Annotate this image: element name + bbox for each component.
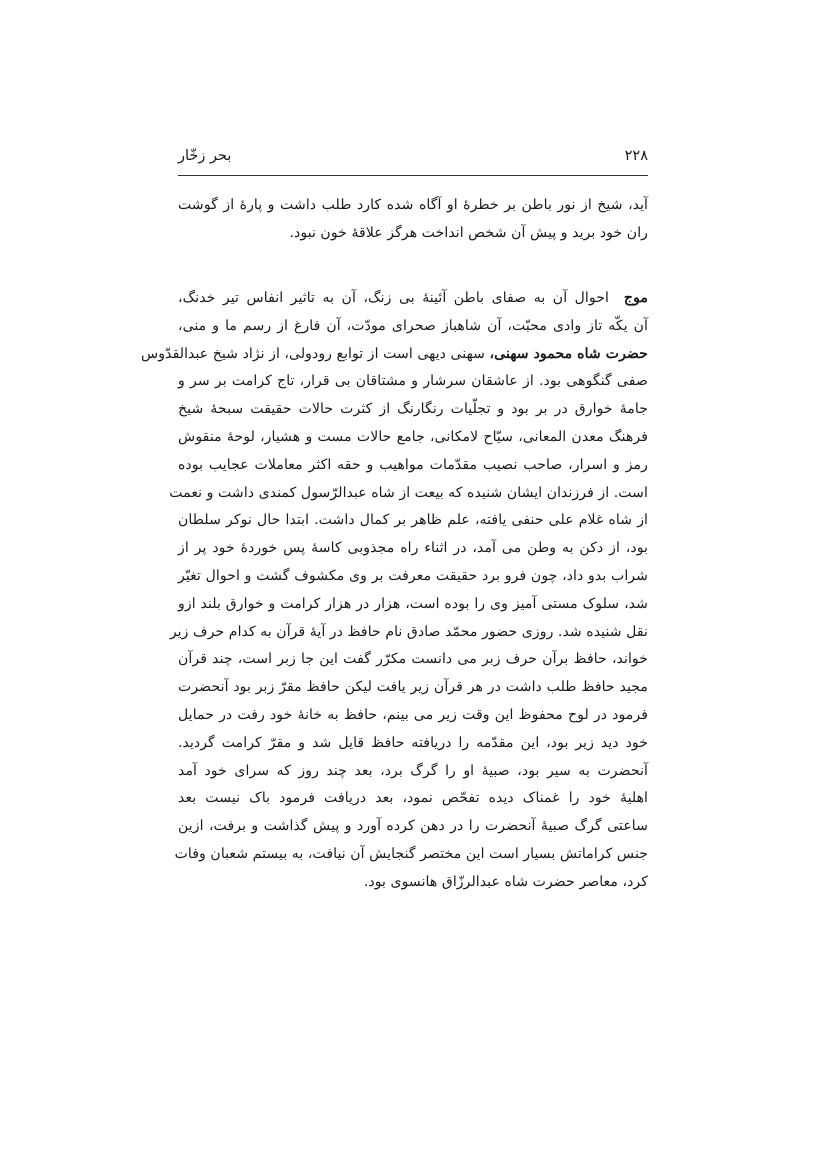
text-fragment: احوال آن به صفای باطن آئینهٔ بی زنگ، آن به تاثیر انفاس تیر خدنگ،	[178, 290, 609, 306]
text-line-with-name	[140, 341, 648, 369]
text-line: فرمود در لوح محفوظ این وقت زیر می بینم، حافظ به خانهٔ خود رفت در حمایل	[178, 706, 648, 723]
saint-name: حضرت شاه محمود سهنی،	[489, 345, 648, 362]
text-line: رمز و اسرار، صاحب نصیب مقدّمات مواهیب و حقه اکثر معاملات عجایب بوده	[178, 456, 648, 473]
text-line: ساعتی گرگ صبیهٔ آنحضرت را در دهن کرده آورد و پیش گذاشت و برفت، ازین	[178, 818, 648, 835]
paragraph-continuation	[178, 192, 648, 248]
header-rule	[178, 175, 648, 176]
text-line-with-lead	[178, 285, 648, 313]
text-line: بود، از دکن به وطن می آمد، در اثناء راه مجذوبی کاسهٔ پس خوردهٔ خود پر از	[178, 540, 648, 557]
text-line: شراب بدو داد، چون فرو برد حقیقت معرفت بر وی مکشوف گشت و احوال تغیّر	[178, 567, 648, 584]
text-line: صفی گنگوهی بود. از عاشقان سرشار و مشتاقان بی قرار، تاج کرامت بر سر و	[178, 373, 648, 390]
text-line: فرهنگ معدن المعانی، سیّاح لامکانی، جامع حالات مست و هشیار، لوحهٔ منقوش	[178, 428, 648, 445]
text-line: آید، شیخ از نور باطن بر خطرهٔ او آگاه شده کارد طلب داشت و پارهٔ از گوشت	[178, 197, 648, 213]
text-line: شد، سلوک مستی آمیز وی را بوده است، هزار در هزار کرامت و خوارق بلند ازو	[178, 595, 648, 612]
text-line: کرد، معاصر حضرت شاه عبدالرزّاق هانسوی بود.	[363, 873, 648, 890]
text-line: جامهٔ خوارق در بر بود و تجلّیات رنگارنگ از کثرت حالات حقیقت سبحهٔ شیخ	[178, 401, 648, 418]
text-line: مجید حافظ طلب داشت در هر قرآن زیر یافت لیکن حافظ مقرّ زبر بود آنحضرت	[178, 679, 648, 696]
text-fragment: سهنی دیهی است از توابع رودولی، از نژاد شیخ عبدالقدّوس	[140, 345, 486, 362]
text-line: آن یکّه تاز وادی محبّت، آن شاهباز صحرای مودّت، آن فارغ از رسم ما و منی،	[178, 317, 648, 334]
text-line: جنس کراماتش بسیار است این مختصر گنجایش آن نیافت، به بیستم شعبان وفات	[174, 845, 648, 862]
text-line: خود دید زیر بود، این مقدّمه را دریافته حافظ قایل شد و مقرّ کرامت گردید.	[178, 734, 648, 751]
text-line: اهلیهٔ خود را غمناک دیده تفحّص نمود، بعد دریافت فرمود باک نیست بعد	[178, 790, 648, 807]
text-line: خواند، حافظ برآن حرف زبر می دانست مکرّر گفت این جا زبر است، چند قرآن	[178, 651, 648, 668]
section-lead-word: موج	[623, 290, 648, 306]
text-line: از شاه غلام علی حنفی یافته، علم ظاهر بر کمال داشت. ابتدا حال نوکر سلطان	[178, 512, 648, 529]
text-line: ران خود برید و پیش آن شخص انداخت هرگز علاقهٔ خون نبود.	[289, 224, 648, 241]
page-header	[178, 148, 648, 172]
text-line: نقل شنیده شد. روزی حضور محمّد صادق نام حافظ در آیهٔ قرآن به کدام حرف زیر	[169, 623, 648, 640]
text-line: است. از فرزندان ایشان شنیده که بیعت از شاه عبدالرّسول کمندی داشت و نعمت	[169, 484, 648, 501]
paragraph-biography	[140, 285, 648, 897]
text-line: آنحضرت به سیر بود، صبیهٔ او را گرگ برد، بعد چند روز که سرای خود آمد	[178, 762, 648, 779]
page-number: ۲۲۸	[624, 148, 648, 164]
running-title: بحر زخّار	[178, 148, 232, 164]
